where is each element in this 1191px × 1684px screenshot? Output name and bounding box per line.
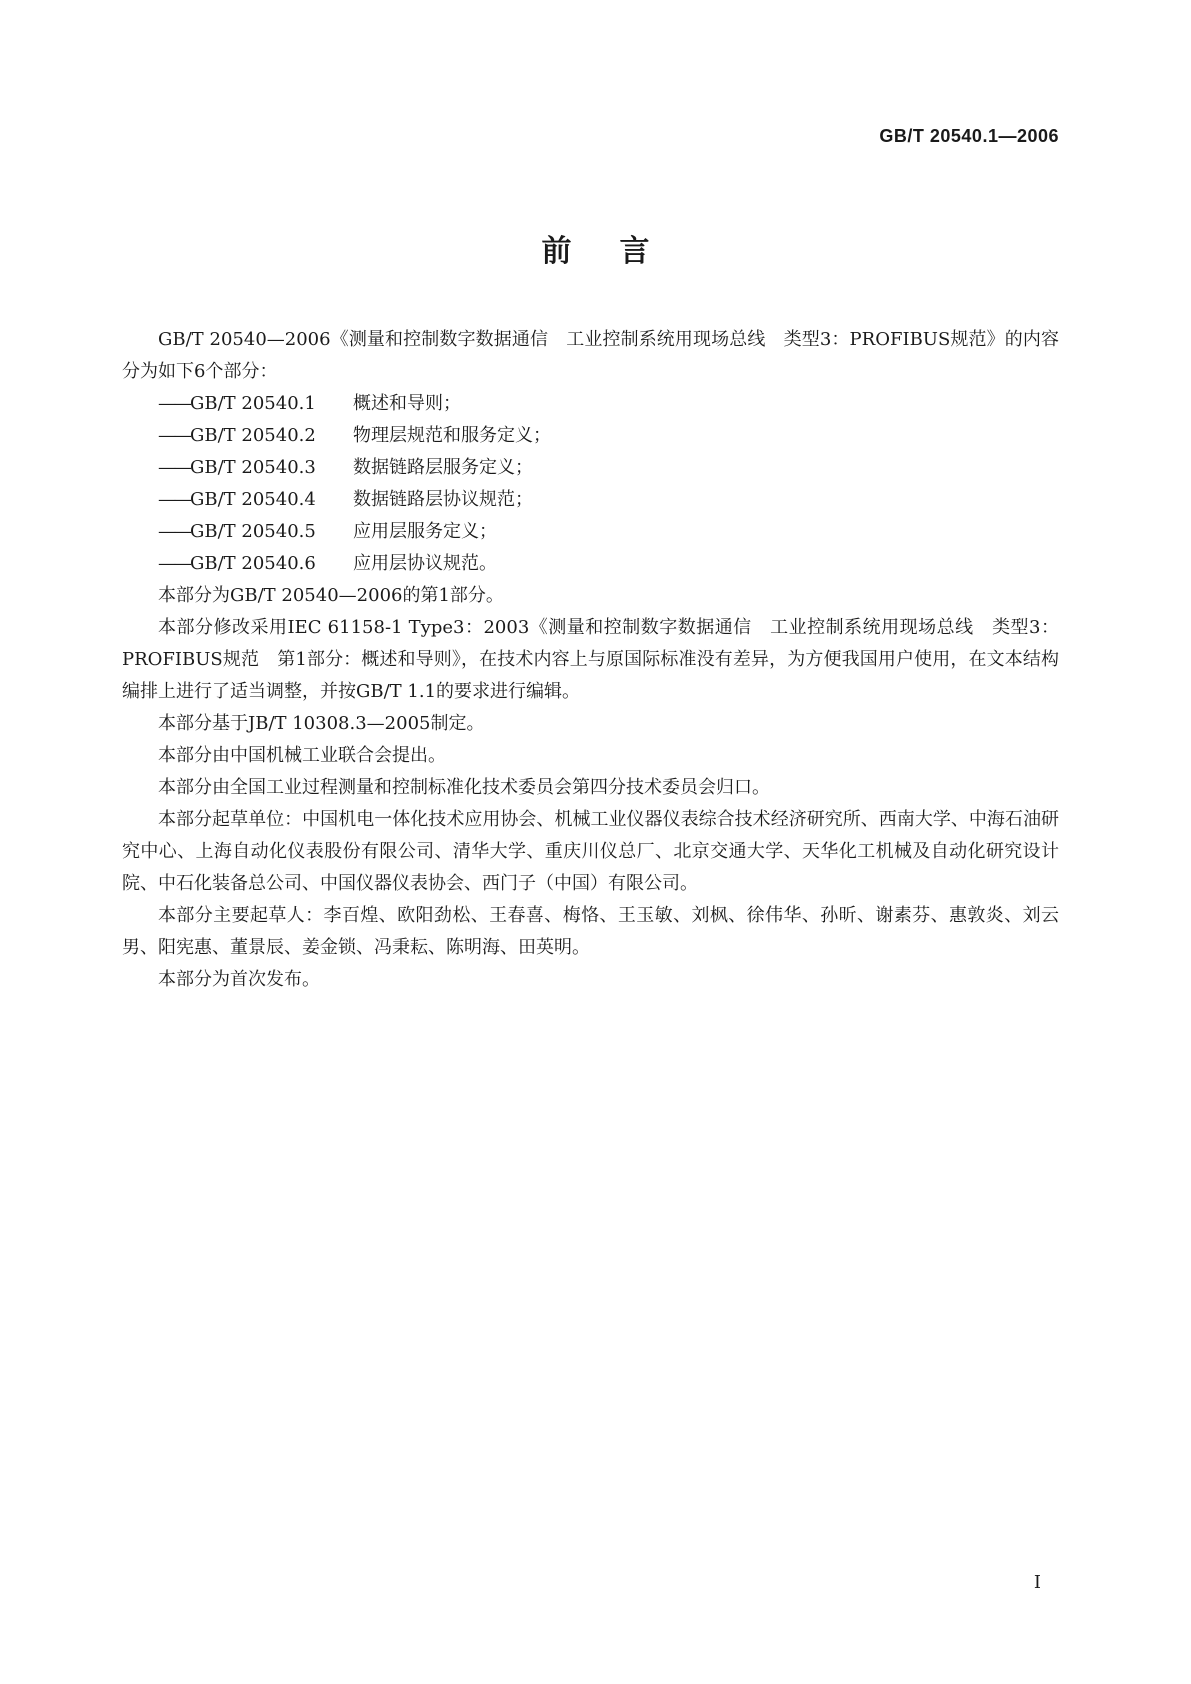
paragraph-first-release: 本部分为首次发布。 xyxy=(158,969,320,990)
list-dash: —— xyxy=(158,521,190,542)
paragraph-basis: 本部分基于JB/T 10308.3—2005制定。 xyxy=(158,713,485,734)
parts-list-item xyxy=(122,484,1059,516)
part-code: GB/T 20540.2 xyxy=(190,425,316,446)
part-code: GB/T 20540.5 xyxy=(190,521,316,542)
paragraph-drafters: 本部分主要起草人：李百煌、欧阳劲松、王春喜、梅恪、王玉敏、刘枫、徐伟华、孙昕、谢素芬、惠敦炎、刘云男、阳宪惠、董景辰、姜金锁、冯秉耘、陈明海、田英明。 xyxy=(122,905,1059,958)
list-dash: —— xyxy=(158,553,190,574)
part-code: GB/T 20540.1 xyxy=(190,393,316,414)
part-code: GB/T 20540.4 xyxy=(190,489,316,510)
part-code: GB/T 20540.6 xyxy=(190,553,316,574)
intro-paragraph: GB/T 20540—2006《测量和控制数字数据通信 工业控制系统用现场总线 类型3：PROFIBUS规范》的内容分为如下6个部分： xyxy=(122,329,1059,382)
part-title: 概述和导则； xyxy=(353,393,461,414)
list-dash: —— xyxy=(158,489,190,510)
part-title: 应用层服务定义； xyxy=(353,521,497,542)
parts-list-item xyxy=(122,452,1059,484)
parts-list-item xyxy=(122,388,1059,420)
parts-list xyxy=(122,388,1059,580)
paragraph-adoption: 本部分修改采用IEC 61158-1 Type3：2003《测量和控制数字数据通信 工业控制系统用现场总线 类型3：PROFIBUS规范 第1部分：概述和导则》，在技术内容上与原国际标准没有差异，为方便我国用户使用，在文本结构编排上进行了适当调整，并按GB/T 1.1的要求进行编辑。 xyxy=(122,617,1059,702)
foreword-body xyxy=(122,324,1059,996)
list-dash: —— xyxy=(158,393,190,414)
page-number: Ⅰ xyxy=(1033,1572,1041,1593)
paragraph-proposer: 本部分由中国机械工业联合会提出。 xyxy=(158,745,446,766)
parts-list-item xyxy=(122,516,1059,548)
standard-number: GB/T 20540.1—2006 xyxy=(879,126,1059,146)
parts-list-item xyxy=(122,420,1059,452)
page-title: 前言 xyxy=(541,234,698,269)
list-dash: —— xyxy=(158,457,190,478)
list-dash: —— xyxy=(158,425,190,446)
part-code: GB/T 20540.3 xyxy=(190,457,316,478)
part-title: 数据链路层协议规范； xyxy=(353,489,533,510)
part-title: 数据链路层服务定义； xyxy=(353,457,533,478)
paragraph-drafting-units: 本部分起草单位：中国机电一体化技术应用协会、机械工业仪器仪表综合技术经济研究所、西南大学、中海石油研究中心、上海自动化仪表股份有限公司、清华大学、重庆川仪总厂、北京交通大学、天华化工机械及自动化研究设计院、中石化装备总公司、中国仪器仪表协会、西门子（中国）有限公司。 xyxy=(122,809,1059,894)
paragraph-part-number: 本部分为GB/T 20540—2006的第1部分。 xyxy=(158,585,504,606)
part-title: 物理层规范和服务定义； xyxy=(353,425,551,446)
parts-list-item xyxy=(122,548,1059,580)
paragraph-responsible-committee: 本部分由全国工业过程测量和控制标准化技术委员会第四分技术委员会归口。 xyxy=(158,777,770,798)
part-title: 应用层协议规范。 xyxy=(353,553,497,574)
